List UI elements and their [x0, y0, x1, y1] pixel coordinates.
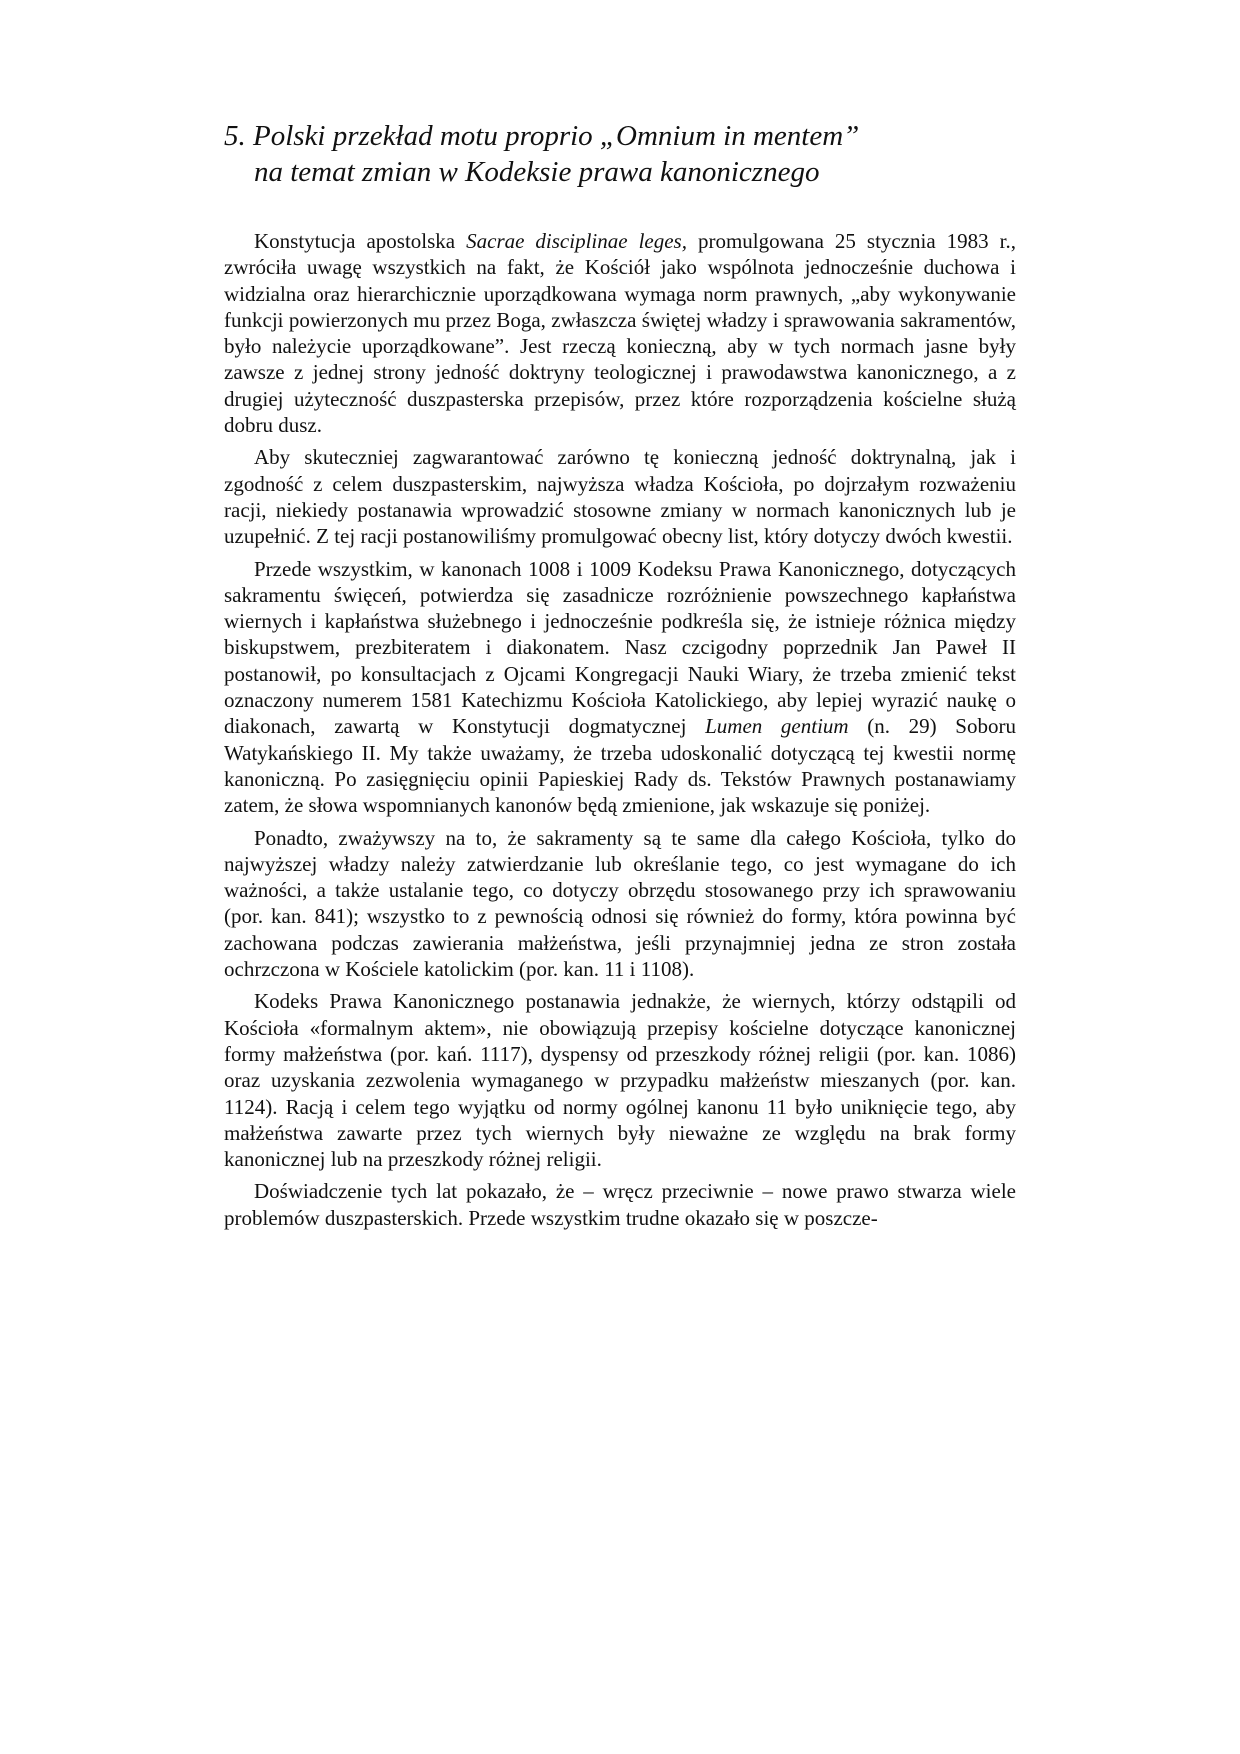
- paragraph-3-italic-title: Lumen gentium: [705, 714, 849, 739]
- paragraph-4: Ponadto, zważywszy na to, że sakramenty są te same dla całego Kościoła, tylko do najwyższej władzy należy zatwierdzanie lub określanie tego, co jest wymagane do ich ważności, a także ustalanie tego, co dotyczy obrzędu stosowanego przy ich sprawowaniu (por. kan. 841); wszystko to z pewnością odnosi się również do formy, która powinna być zachowana podczas zawierania małżeństwa, jeśli przynajmniej jedna ze stron została ochrzczona w Kościele katolickim (por. kan. 11 i 1108).: [224, 825, 1016, 982]
- paragraph-1-rest: promulgowana 25 stycznia 1983 r., zwróciła uwagę wszystkich na fakt, że Kościół jako wspólnota jednocześnie duchowa i widzialna oraz hierarchicznie uporządkowana wymaga norm prawnych, „aby wykonywanie funkcji powierzonych mu przez Boga, zwłaszcza świętej władzy i sprawowania sakramentów, było należycie uporządkowane”. Jest rzeczą konieczną, aby w tych normach jasne były zawsze z jednej strony jedność doktryny teologicznej i prawodawstwa kanonicznego, a z drugiej użyteczność duszpasterska przepisów, przez które rozporządzenia kościelne służą dobru dusz.: [224, 229, 1017, 438]
- paragraph-5: Kodeks Prawa Kanonicznego postanawia jednakże, że wiernych, którzy odstąpili od Kościoła «formalnym aktem», nie obowiązują przepisy kościelne dotyczące kanonicznej formy małżeństwa (por. kań. 1117), dyspensy od przeszkody różnej religii (por. kan. 1086) oraz uzyskania zezwolenia wymaganego w przypadku małżeństw mieszanych (por. kan. 1124). Racją i celem tego wyjątku od normy ogólnej kanonu 11 było uniknięcie tego, aby małżeństwa zawarte przez tych wiernych były nieważne ze względu na brak formy kanonicznej lub na przeszkody różnej religii.: [224, 989, 1016, 1172]
- paragraph-3-lead: Przede wszystkim, w kanonach 1008 i 1009 Kodeksu Prawa Kanonicznego, dotyczących sakramentu święceń, potwierdza się zasadnicze rozróżnienie powszechnego kapłaństwa wiernych i kapłaństwa służebnego i jednocześnie podkreśla się, że istnieje różnica między biskupstwem, prezbiteratem i diakonatem. Nasz czcigodny poprzednik Jan Paweł II postanowił, po konsultacjach z Ojcami Kongregacji Nauki Wiary, że trzeba zmienić tekst oznaczony numerem 1581 Katechizmu Kościoła Katolickiego, aby lepiej wyrazić naukę o diakonach, zawartą w Konstytucji dogmatycznej: [224, 556, 1016, 739]
- paragraph-3: [224, 556, 1016, 819]
- paragraph-1-italic-title: Sacrae disciplinae leges,: [466, 229, 687, 253]
- section-heading: [224, 118, 1016, 190]
- document-page: [224, 118, 1016, 1237]
- paragraph-6: Doświadczenie tych lat pokazało, że – wręcz przeciwnie – nowe prawo stwarza wiele problemów duszpasterskich. Przede wszystkim trudne okazało się w poszcze-: [224, 1179, 1016, 1230]
- heading-line-1: 5. Polski przekład motu proprio „Omnium in mentem”: [224, 120, 860, 152]
- paragraph-1: [224, 228, 1016, 438]
- paragraph-3-rest: (n. 29) Soboru Watykańskiego II. My także uważamy, że trzeba udoskonalić dotyczącą tej kwestii normę kanoniczną. Po zasięgnięciu opinii Papieskiej Rady ds. Tekstów Prawnych postanawiamy zatem, że słowa wspomnianych kanonów będą zmienione, jak wskazuje się poniżej.: [224, 714, 1016, 818]
- heading-line-2: na temat zmian w Kodeksie prawa kanonicznego: [254, 156, 820, 188]
- paragraph-2: Aby skuteczniej zagwarantować zarówno tę konieczną jedność doktrynalną, jak i zgodność z celem duszpasterskim, najwyższa władza Kościoła, po dojrzałym rozważeniu racji, niekiedy postanawia wprowadzić stosowne zmiany w normach kanonicznych lub je uzupełnić. Z tej racji postanowiliśmy promulgować obecny list, który dotyczy dwóch kwestii.: [224, 445, 1016, 549]
- paragraph-1-lead: Konstytucja apostolska: [254, 229, 467, 253]
